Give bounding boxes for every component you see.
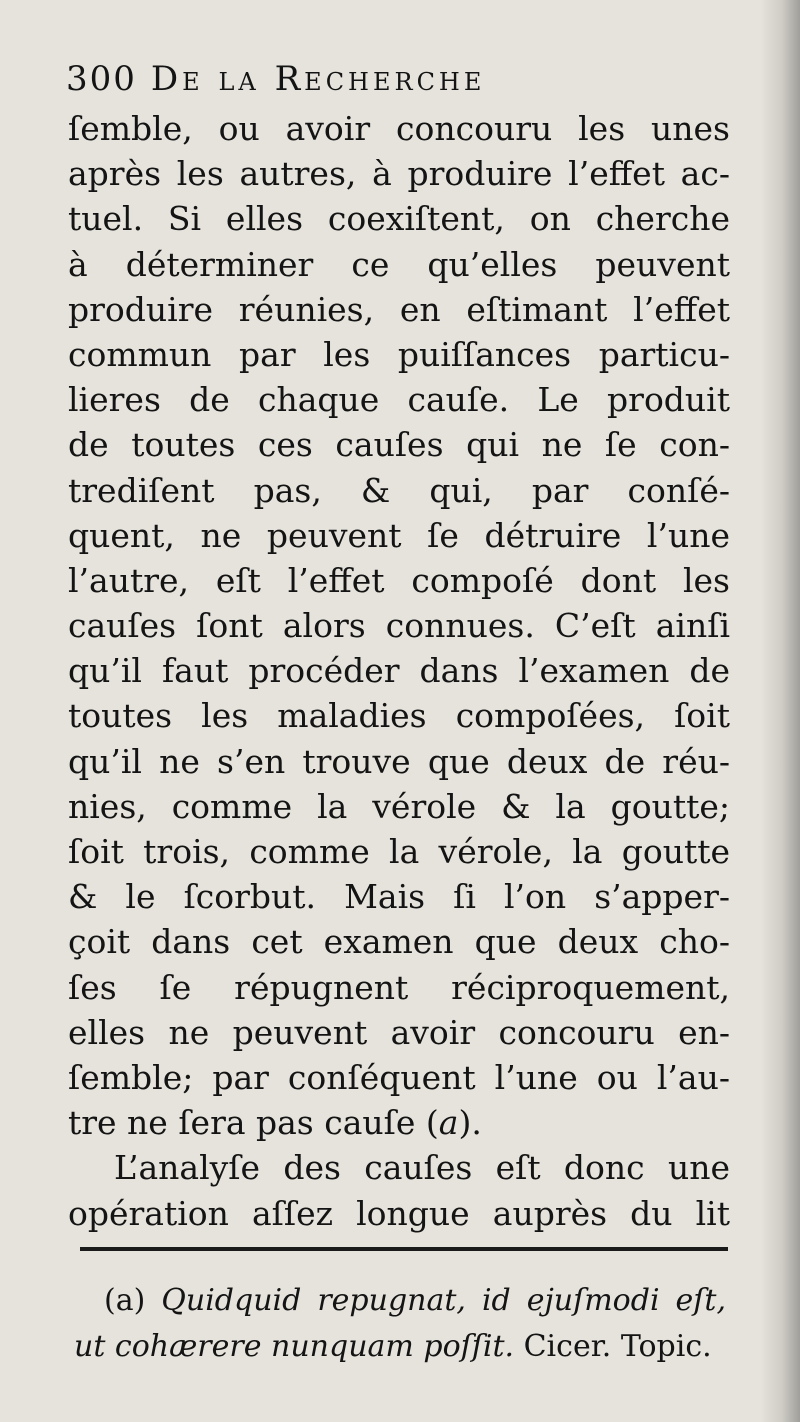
text-line: commun par les puiſſances particu- <box>68 334 730 374</box>
text-line: produire réunies, en eſtimant l’effet <box>68 289 730 329</box>
page-edge-shadow <box>760 0 800 1422</box>
text-line: l’autre, eſt l’effet compoſé dont les <box>68 560 730 600</box>
text-line-segment: ). <box>458 1103 482 1143</box>
text-line: cauſes ſont alors connues. C’eſt ainſi <box>68 606 730 646</box>
footnote-reference: a <box>438 1103 459 1143</box>
footnote-quote: Quidquid repugnat, id ejuſmodi eſt, <box>161 1283 726 1318</box>
text-line: & le ſcorbut. Mais ſi l’on s’apper- <box>68 877 730 917</box>
text-line: ſemble, ou avoir concouru les unes <box>68 109 730 148</box>
running-title: De la Recherche <box>150 59 486 99</box>
text-line: ſoit trois, comme la vérole, la goutte <box>68 832 730 871</box>
paragraph-start-line: L’analyſe des cauſes eſt donc une <box>114 1148 730 1188</box>
text-line: de toutes ces cauſes qui ne ſe con- <box>68 425 730 465</box>
text-line: toutes les maladies compoſées, ſoit <box>68 696 730 736</box>
footnote <box>74 1278 726 1370</box>
running-header <box>66 56 726 102</box>
body-text <box>68 106 730 1236</box>
text-line: çoit dans cet examen que deux cho- <box>68 922 730 962</box>
text-line: trediſent pas, & qui, par conſé- <box>68 470 730 510</box>
page-number: 300 <box>66 59 137 99</box>
text-line: lieres de chaque cauſe. Le produit <box>68 380 730 420</box>
footnote-citation: Cicer. Topic. <box>523 1329 712 1364</box>
footnote-line <box>74 1278 726 1324</box>
footnote-marker: (a) <box>104 1283 146 1318</box>
text-line: quent, ne peuvent ſe détruire l’une <box>68 515 730 555</box>
text-line: après les autres, à produire l’effet ac- <box>68 154 730 194</box>
footnote-quote: ut cohærere nunquam poſſit. <box>74 1329 515 1364</box>
text-line: elles ne peuvent avoir concouru en- <box>68 1012 730 1052</box>
text-line: qu’il faut procéder dans l’examen de <box>68 651 730 691</box>
text-line: ſes ſe répugnent réciproquement, <box>68 967 730 1007</box>
text-line: nies, comme la vérole & la goutte; <box>68 786 730 826</box>
text-line: tuel. Si elles coexiſtent, on cherche <box>68 199 730 239</box>
text-line-segment: tre ne ſera pas cauſe ( <box>68 1103 439 1143</box>
text-line: ſemble; par conſéquent l’une ou l’au- <box>68 1057 730 1097</box>
footnote-line <box>74 1324 726 1370</box>
text-line: opération aſſez longue auprès du lit <box>68 1193 730 1233</box>
text-line: à déterminer ce qu’elles peuvent <box>68 244 730 284</box>
text-line: qu’il ne s’en trouve que deux de réu- <box>68 741 730 781</box>
footnote-rule <box>80 1247 728 1251</box>
text-line-last <box>68 1100 730 1145</box>
